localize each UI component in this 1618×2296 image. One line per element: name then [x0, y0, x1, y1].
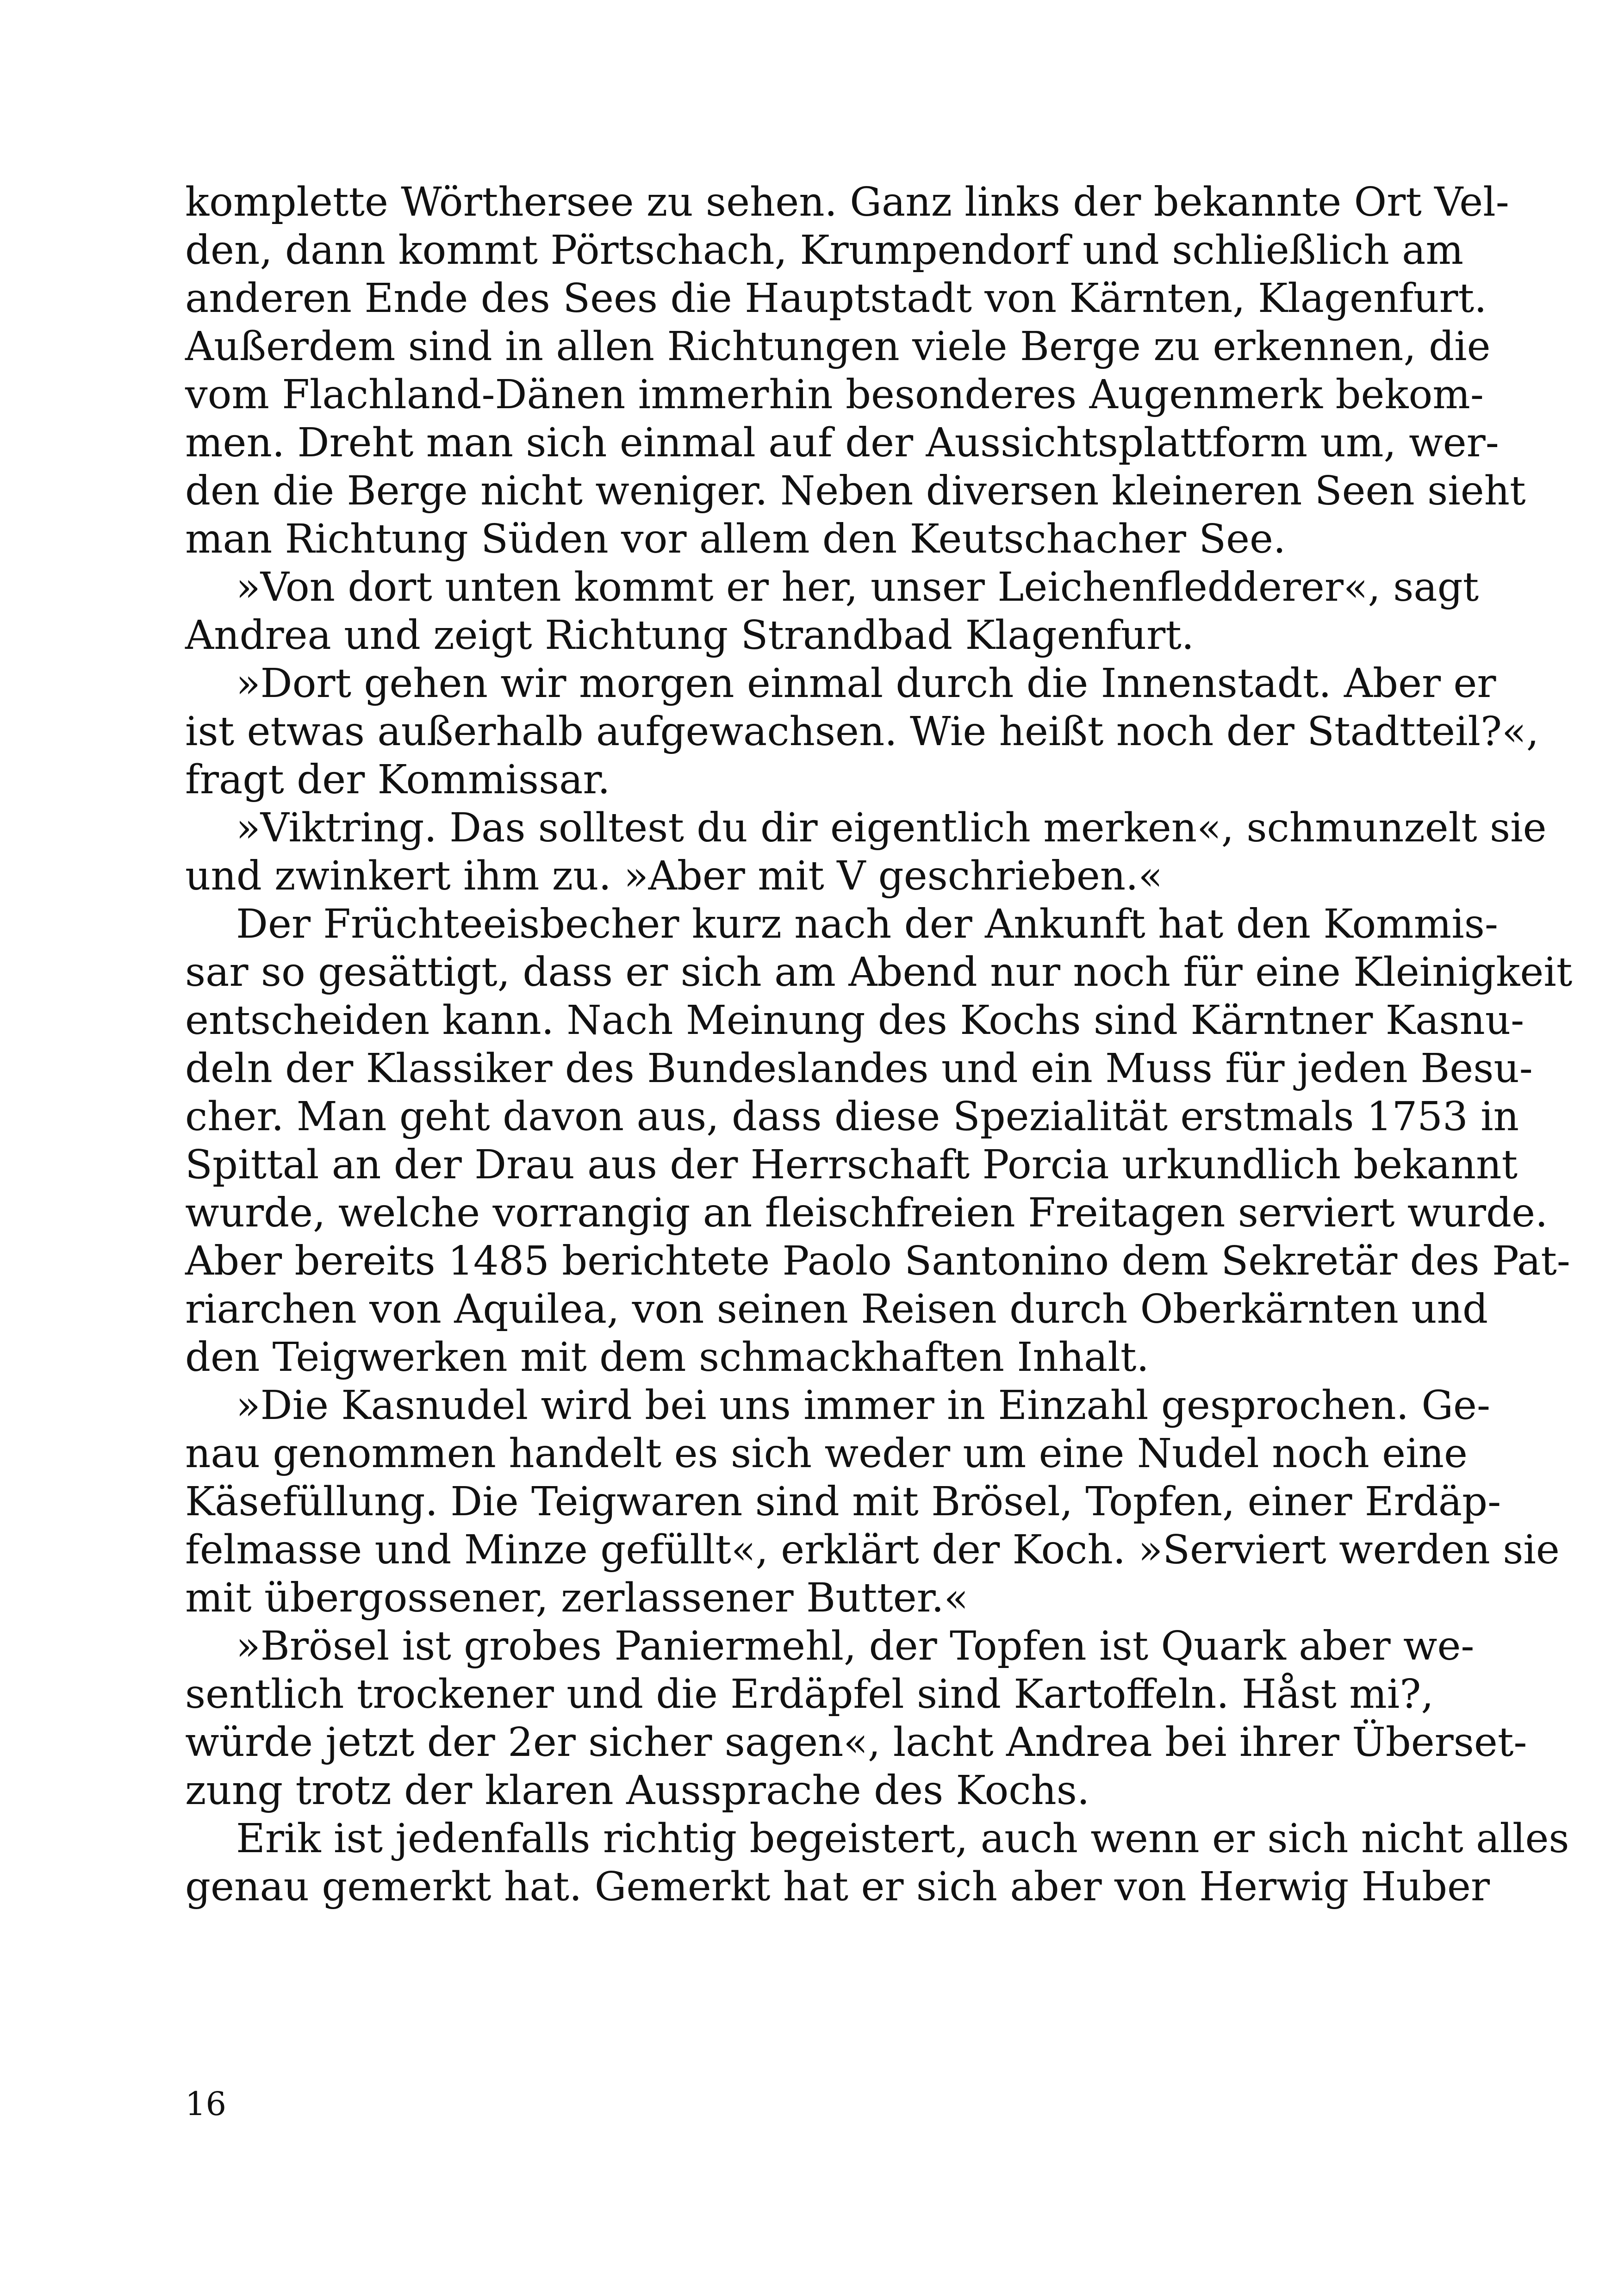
text-line: Erik ist jedenfalls richtig begeistert, auch wenn er sich nicht alles	[236, 1816, 1569, 1862]
text-line: Der Früchteeisbecher kurz nach der Ankunft hat den Kommis-	[236, 901, 1498, 947]
text-line: riarchen von Aquilea, von seinen Reisen durch Oberkärnten und	[185, 1286, 1488, 1332]
text-line: »Die Kasnudel wird bei uns immer in Einzahl gesprochen. Ge-	[236, 1382, 1491, 1429]
text-line: würde jetzt der 2er sicher sagen«, lacht Andrea bei ihrer Überset-	[185, 1719, 1527, 1766]
text-line: mit übergossener, zerlassener Butter.«	[185, 1575, 969, 1621]
text-line: Außerdem sind in allen Richtungen viele Berge zu erkennen, die	[185, 324, 1491, 370]
text-line: cher. Man geht davon aus, dass diese Spezialität erstmals 1753 in	[185, 1094, 1519, 1140]
text-line: den, dann kommt Pörtschach, Krumpendorf und schließlich am	[185, 227, 1463, 274]
text-line: Käsefüllung. Die Teigwaren sind mit Brösel, Topfen, einer Erdäp-	[185, 1479, 1501, 1525]
text-line: zung trotz der klaren Aussprache des Kochs.	[185, 1767, 1090, 1814]
text-line: »Brösel ist grobes Paniermehl, der Topfen ist Quark aber we-	[236, 1623, 1475, 1669]
text-line: entscheiden kann. Nach Meinung des Kochs sind Kärntner Kasnu-	[185, 997, 1525, 1044]
text-line: anderen Ende des Sees die Hauptstadt von Kärnten, Klagenfurt.	[185, 275, 1487, 322]
text-line: fragt der Kommissar.	[185, 757, 610, 803]
book-page	[185, 0, 1573, 2296]
text-line: »Viktring. Das solltest du dir eigentlich merken«, schmunzelt sie	[236, 805, 1547, 851]
text-line: Aber bereits 1485 berichtete Paolo Santonino dem Sekretär des Pat-	[185, 1238, 1570, 1284]
text-line: komplette Wörthersee zu sehen. Ganz links der bekannte Ort Vel-	[185, 179, 1509, 225]
text-line: und zwinkert ihm zu. »Aber mit V geschrieben.«	[185, 853, 1163, 899]
text-line: »Von dort unten kommt er her, unser Leichenfledderer«, sagt	[236, 564, 1479, 610]
text-line: deln der Klassiker des Bundeslandes und ein Muss für jeden Besu-	[185, 1045, 1533, 1092]
text-line: den die Berge nicht weniger. Neben diversen kleineren Seen sieht	[185, 468, 1526, 514]
text-line: sar so gesättigt, dass er sich am Abend nur noch für eine Kleinigkeit	[185, 949, 1573, 996]
text-line: den Teigwerken mit dem schmackhaften Inhalt.	[185, 1334, 1149, 1381]
text-line: ist etwas außerhalb aufgewachsen. Wie heißt noch der Stadtteil?«,	[185, 709, 1539, 755]
text-line: men. Dreht man sich einmal auf der Aussichtsplattform um, wer-	[185, 420, 1499, 466]
text-line: Andrea und zeigt Richtung Strandbad Klagenfurt.	[185, 612, 1195, 659]
text-line: felmasse und Minze gefüllt«, erklärt der Koch. »Serviert werden sie	[185, 1527, 1560, 1573]
text-line: »Dort gehen wir morgen einmal durch die Innenstadt. Aber er	[236, 660, 1496, 707]
text-line: vom Flachland-Dänen immerhin besonderes Augenmerk bekom-	[185, 372, 1484, 418]
page-number: 16	[185, 2085, 227, 2123]
text-line: nau genommen handelt es sich weder um eine Nudel noch eine	[185, 1431, 1468, 1477]
text-line: man Richtung Süden vor allem den Keutschacher See.	[185, 516, 1286, 562]
body-text	[185, 178, 1573, 1911]
text-line: wurde, welche vorrangig an fleischfreien Freitagen serviert wurde.	[185, 1190, 1548, 1236]
text-line: sentlich trockener und die Erdäpfel sind Kartoffeln. Håst mi?,	[185, 1671, 1434, 1717]
text-line: Spittal an der Drau aus der Herrschaft Porcia urkundlich bekannt	[185, 1142, 1518, 1188]
text-line: genau gemerkt hat. Gemerkt hat er sich aber von Herwig Huber	[185, 1864, 1490, 1910]
